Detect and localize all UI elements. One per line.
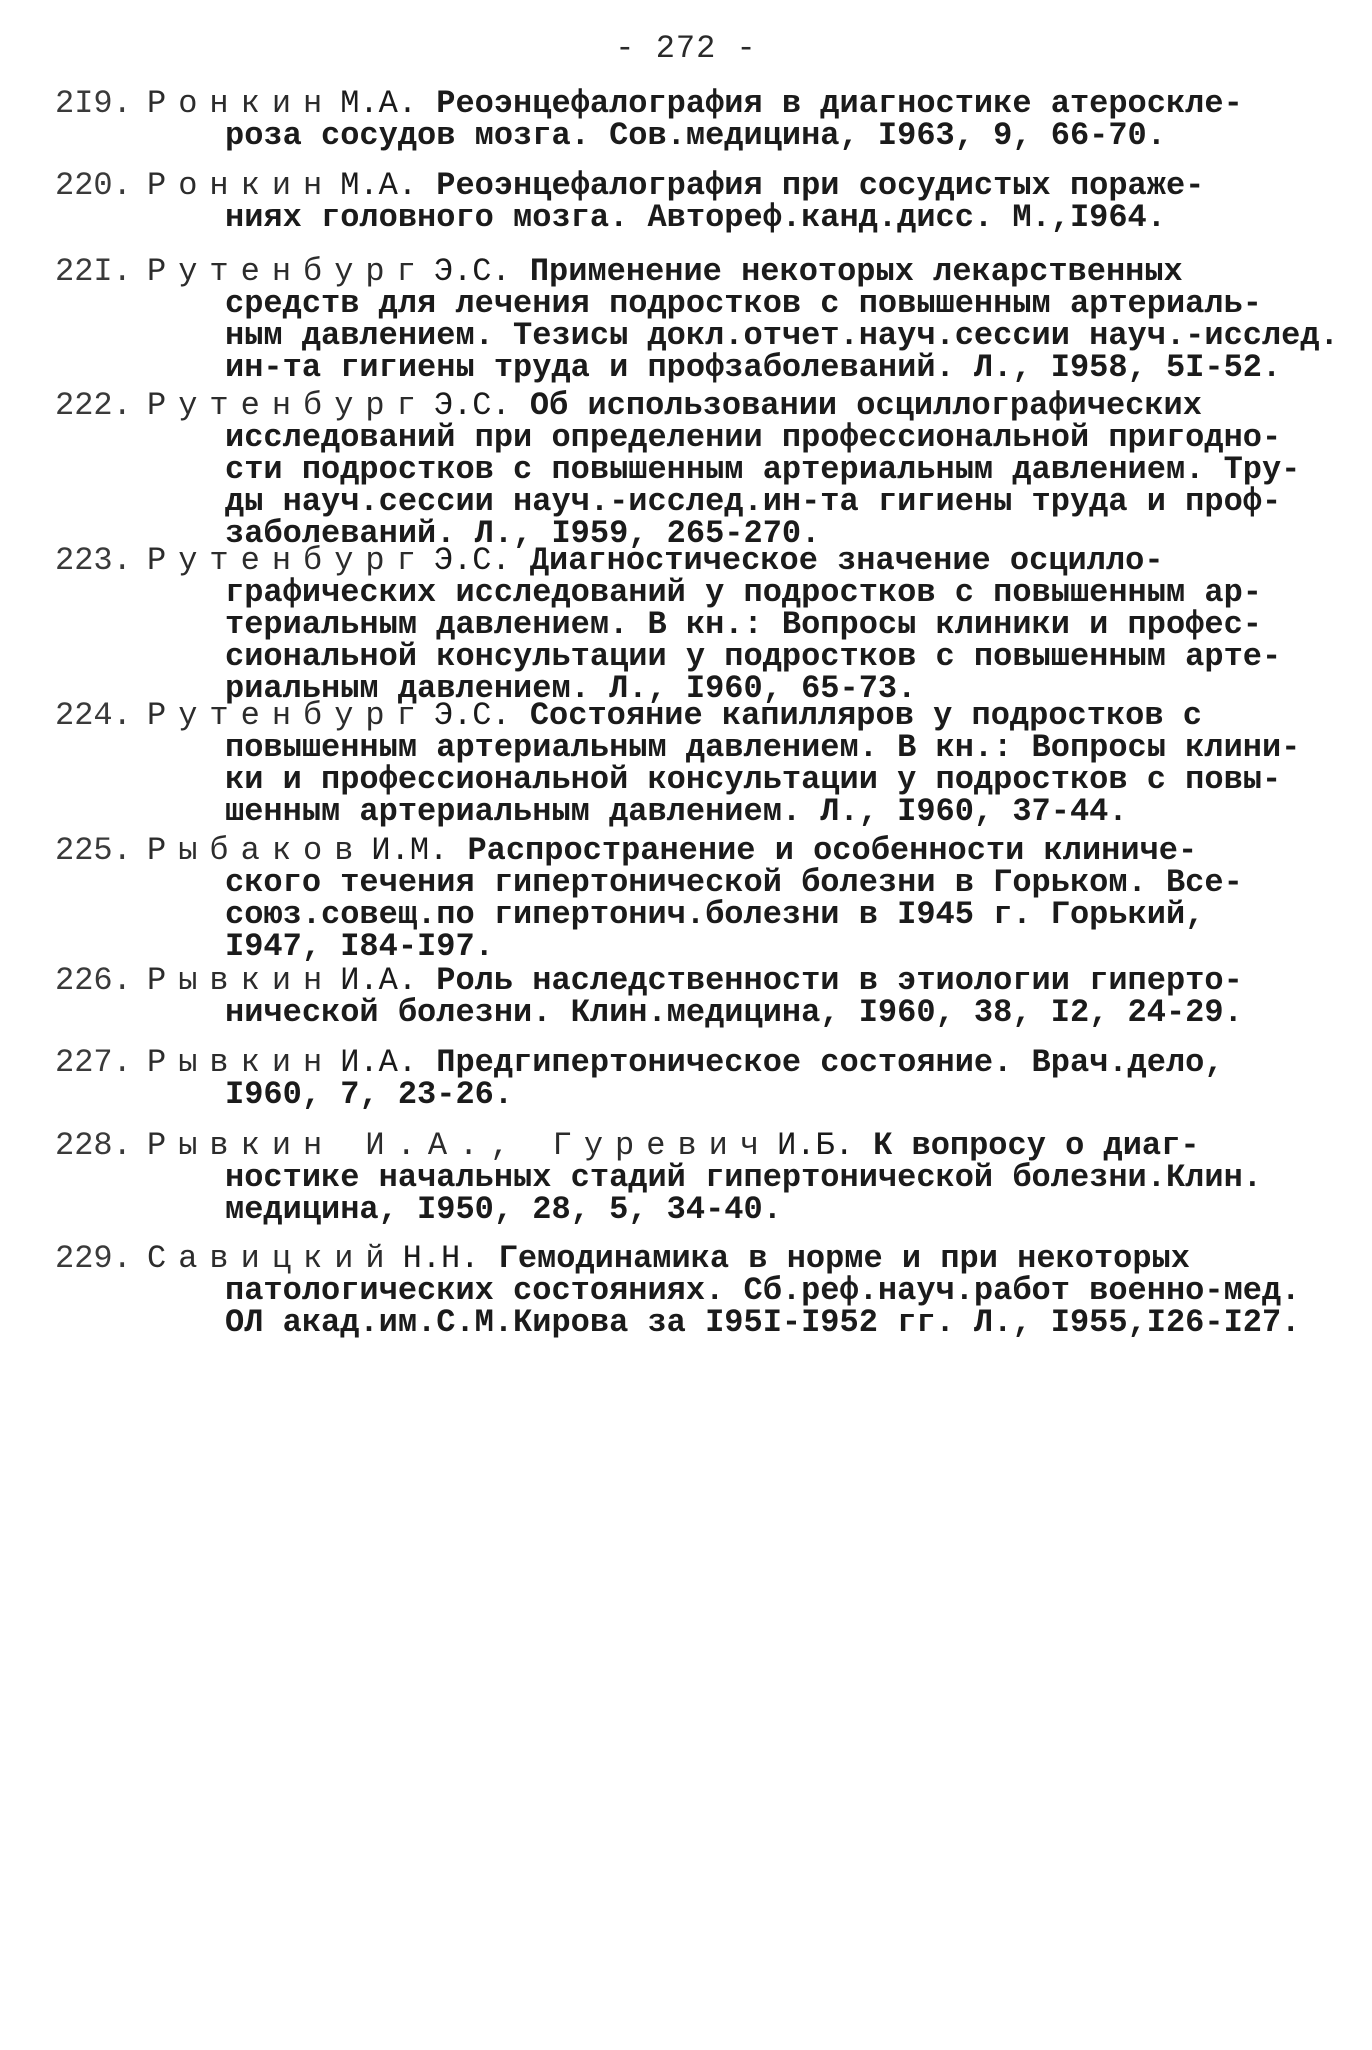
- entry-text: [147, 697, 1335, 830]
- entry-title-start: Распространение и особенности клиниче-: [467, 832, 1198, 869]
- entry-continuation-line: графических исследований у подростков с повышенным ар-: [225, 574, 1262, 611]
- entry-continuation-line: I960, 7, 23-26.: [225, 1076, 514, 1113]
- entry-title-start: К вопросу о диаг-: [873, 1127, 1200, 1164]
- bibliography-entry: [55, 697, 1335, 830]
- entry-title-start: Реоэнцефалография в диагностике атероскле-: [436, 85, 1243, 122]
- entry-number: 22I.: [55, 253, 132, 290]
- entry-title-start: Об использовании осциллографических: [529, 387, 1202, 424]
- entry-continuation-line: ным давлением. Тезисы докл.отчет.науч.сессии науч.-исслед.: [225, 317, 1339, 354]
- entry-number: 2I9.: [55, 85, 132, 122]
- bibliography-entry: [55, 85, 1335, 154]
- entry-first-line: [147, 1240, 1335, 1277]
- entry-continuation-line: I947, I84-I97.: [225, 928, 494, 965]
- entry-text: [147, 253, 1339, 386]
- entry-initials: Э.С.: [433, 253, 511, 290]
- entry-continuation-line: ниях головного мозга. Автореф.канд.дисс. М.,I964.: [225, 199, 1166, 236]
- bibliography-entry: [55, 167, 1335, 236]
- entry-continuation-line: риальным давлением. Л., I960, 65-73.: [225, 670, 917, 707]
- entry-continuation-line: союз.совещ.по гипертонич.болезни в I945 г. Горький,: [225, 896, 1205, 933]
- entry-author: Рывкин И.А., Гуревич: [147, 1127, 772, 1164]
- entry-author: Савицкий: [147, 1240, 397, 1277]
- entry-continuation-line: исследований при определении профессиональной пригодно-: [225, 419, 1282, 456]
- entry-initials: Э.С.: [433, 387, 511, 424]
- entry-number: 223.: [55, 542, 132, 579]
- entry-author: Рутенбург: [147, 387, 428, 424]
- entry-number: 222.: [55, 387, 132, 424]
- bibliography-entry: [55, 253, 1339, 386]
- entry-title-start: Предгипертоническое состояние. Врач.дело,: [436, 1044, 1224, 1081]
- bibliography-entry: [55, 542, 1335, 707]
- entry-initials: М.А.: [340, 85, 418, 122]
- entry-initials: М.А.: [340, 167, 418, 204]
- entry-title-start: Роль наследственности в этиологии гиперто-: [436, 962, 1243, 999]
- entry-continuation-line: повышенным артериальным давлением. В кн.: Вопросы клини-: [225, 729, 1301, 766]
- entry-continuation-line: медицина, I950, 28, 5, 34-40.: [225, 1191, 782, 1228]
- bibliography-entry: [55, 832, 1335, 965]
- entry-author: Рывкин: [147, 962, 335, 999]
- entry-initials: И.А.: [340, 962, 418, 999]
- entry-continuation-line: ского течения гипертонической болезни в Горьком. Все-: [225, 864, 1243, 901]
- entry-author: Рыбаков: [147, 832, 366, 869]
- bibliography-entry: [55, 1127, 1335, 1228]
- entry-first-line: [147, 962, 1335, 999]
- entry-first-line: [147, 697, 1335, 734]
- entry-text: [147, 387, 1335, 552]
- entry-number: 224.: [55, 697, 132, 734]
- entry-title-start: Диагностическое значение осцилло-: [529, 542, 1164, 579]
- entry-text: [147, 1044, 1335, 1113]
- entry-continuation-line: роза сосудов мозга. Сов.медицина, I963, 9, 66-70.: [225, 117, 1166, 154]
- entry-continuation-line: сиональной консультации у подростков с повышенным арте-: [225, 638, 1282, 675]
- entry-number: 227.: [55, 1044, 132, 1081]
- bibliography-entry: [55, 387, 1335, 552]
- entry-title-start: Реоэнцефалография при сосудистых пораже-: [436, 167, 1205, 204]
- entry-text: [147, 832, 1335, 965]
- entry-initials: Э.С.: [433, 697, 511, 734]
- entry-first-line: [147, 832, 1335, 869]
- entry-first-line: [147, 253, 1339, 290]
- entry-continuation-line: ки и профессиональной консультации у подростков с повы-: [225, 761, 1282, 798]
- page-number: - 272 -: [615, 30, 757, 67]
- entry-first-line: [147, 167, 1335, 204]
- entry-continuation-line: ин-та гигиены труда и профзаболеваний. Л., I958, 5I-52.: [225, 349, 1282, 386]
- entry-text: [147, 542, 1335, 707]
- entry-continuation-line: териальным давлением. В кн.: Вопросы клиники и профес-: [225, 606, 1262, 643]
- entry-text: [147, 1240, 1335, 1341]
- entry-continuation-line: ды науч.сессии науч.-исслед.ин-та гигиены труда и проф-: [225, 483, 1282, 520]
- entry-author: Рывкин: [147, 1044, 335, 1081]
- entry-number: 225.: [55, 832, 132, 869]
- bibliography-entry: [55, 1044, 1335, 1113]
- entry-number: 229.: [55, 1240, 132, 1277]
- entry-number: 228.: [55, 1127, 132, 1164]
- entry-first-line: [147, 1044, 1335, 1081]
- entry-continuation-line: патологических состояниях. Сб.реф.науч.работ военно-мед.: [225, 1272, 1301, 1309]
- entry-text: [147, 85, 1335, 154]
- entry-title-start: Применение некоторых лекарственных: [529, 253, 1183, 290]
- entry-author: Ронкин: [147, 167, 335, 204]
- entry-initials: И.Б.: [777, 1127, 854, 1164]
- entry-initials: Н.Н.: [402, 1240, 480, 1277]
- entry-continuation-line: ОЛ акад.им.С.М.Кирова за I95I-I952 гг. Л., I955,I26-I27.: [225, 1304, 1301, 1341]
- entry-author: Рутенбург: [147, 697, 428, 734]
- entry-first-line: [147, 387, 1335, 424]
- entry-continuation-line: сти подростков с повышенным артериальным давлением. Тру-: [225, 451, 1301, 488]
- entry-author: Рутенбург: [147, 253, 428, 290]
- entry-title-start: Гемодинамика в норме и при некоторых: [498, 1240, 1190, 1277]
- entry-title-start: Состояние капилляров у подростков с: [529, 697, 1202, 734]
- entry-text: [147, 1127, 1335, 1228]
- bibliography-entry: [55, 962, 1335, 1031]
- entry-continuation-line: заболеваний. Л., I959, 265-270.: [225, 515, 821, 552]
- entry-initials: И.М.: [371, 832, 449, 869]
- entry-first-line: [147, 542, 1335, 579]
- entry-continuation-line: нической болезни. Клин.медицина, I960, 38, I2, 24-29.: [225, 994, 1243, 1031]
- entry-first-line: [147, 1127, 1335, 1164]
- entry-number: 220.: [55, 167, 132, 204]
- entry-continuation-line: шенным артериальным давлением. Л., I960, 37-44.: [225, 793, 1128, 830]
- entry-continuation-line: средств для лечения подростков с повышенным артериаль-: [225, 285, 1262, 322]
- entry-first-line: [147, 85, 1335, 122]
- entry-text: [147, 167, 1335, 236]
- entry-text: [147, 962, 1335, 1031]
- entry-author: Ронкин: [147, 85, 335, 122]
- bibliography-entry: [55, 1240, 1335, 1341]
- entry-number: 226.: [55, 962, 132, 999]
- entry-author: Рутенбург: [147, 542, 428, 579]
- entry-initials: Э.С.: [433, 542, 511, 579]
- entry-initials: И.А.: [340, 1044, 418, 1081]
- entry-continuation-line: ностике начальных стадий гипертонической болезни.Клин.: [225, 1159, 1262, 1196]
